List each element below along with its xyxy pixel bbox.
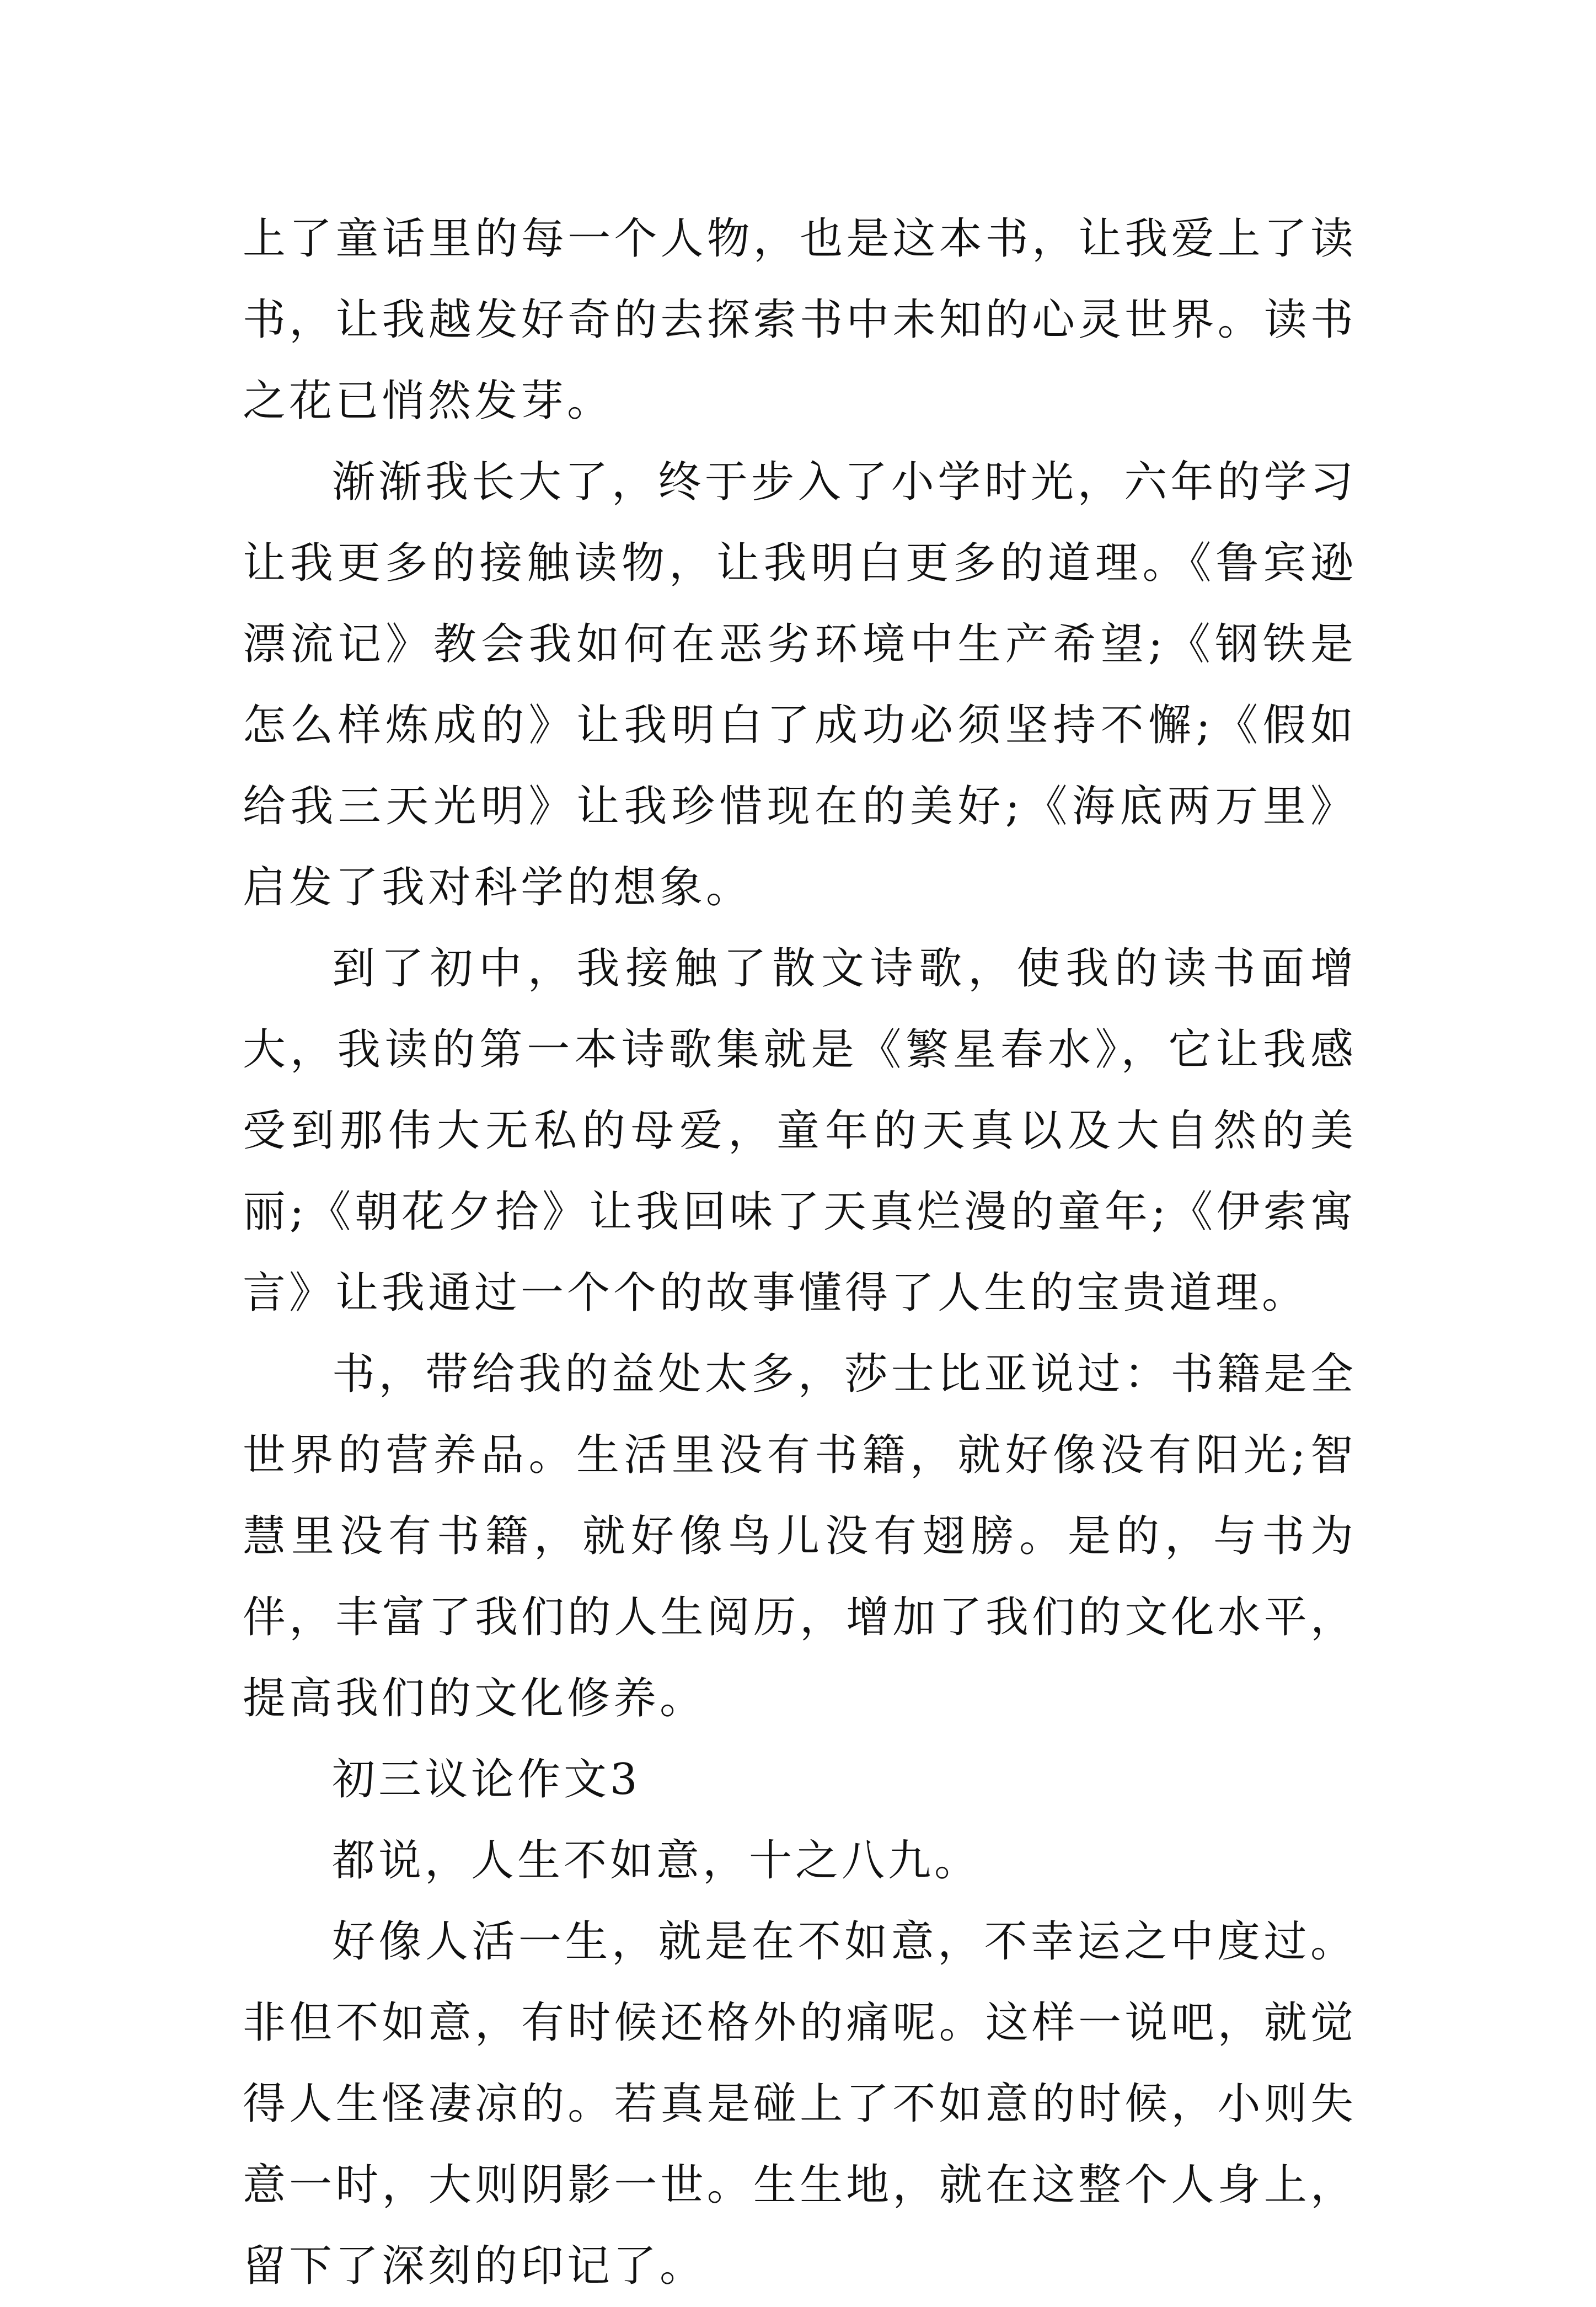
paragraph-1: 上了童话里的每一个人物，也是这本书，让我爱上了读书，让我越发好奇的去探索书中未知的心灵世界。读书之花已悄然发芽。	[243, 214, 1357, 426]
paragraph-4: 书，带给我的益处太多，莎士比亚说过：书籍是全世界的营养品。生活里没有书籍，就好像没有阳光;智慧里没有书籍，就好像鸟儿没有翅膀。是的，与书为伴，丰富了我们的人生阅历，增加了我们的文化水平，提高我们的文化修养。	[243, 1349, 1357, 1723]
paragraph-5: 都说，人生不如意，十之八九。	[332, 1836, 981, 1886]
paragraph-6: 好像人活一生，就是在不如意，不幸运之中度过。非但不如意，有时候还格外的痛呢。这样一说吧，就觉得人生怪凄凉的。若真是碰上了不如意的时候，小则失意一时，大则阴影一世。生生地，就在这整个人身上，留下了深刻的印记了。	[243, 1917, 1357, 2291]
paragraph-2: 渐渐我长大了，终于步入了小学时光，六年的学习让我更多的接触读物，让我明白更多的道理。《鲁宾逊漂流记》教会我如何在恶劣环境中生产希望;《钢铁是怎么样炼成的》让我明白了成功必须坚持不懈;《假如给我三天光明》让我珍惜现在的美好;《海底两万里》启发了我对科学的想象。	[243, 457, 1357, 912]
document-body	[243, 199, 1357, 2307]
section-heading: 初三议论作文3	[332, 1755, 641, 1804]
paragraph-3: 到了初中，我接触了散文诗歌，使我的读书面增大，我读的第一本诗歌集就是《繁星春水》，它让我感受到那伟大无私的母爱，童年的天真以及大自然的美丽;《朝花夕拾》让我回味了天真烂漫的童年;《伊索寓言》让我通过一个个的故事懂得了人生的宝贵道理。	[243, 944, 1357, 1318]
